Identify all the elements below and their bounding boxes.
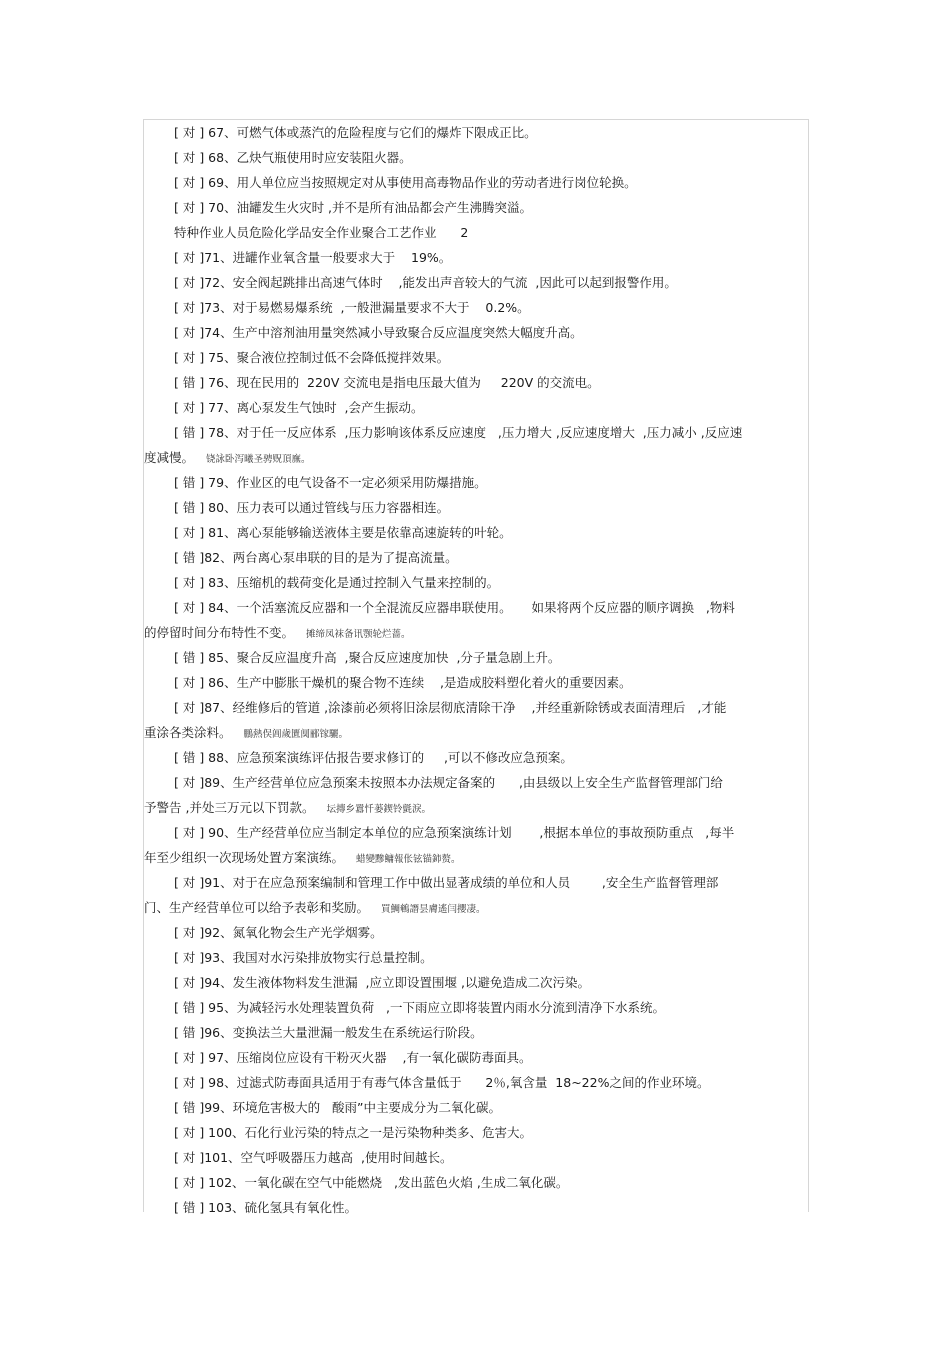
text-line	[144, 1170, 808, 1195]
line-text: [ 对 ]73、对于易燃易爆系统 ,一般泄漏量要求不大于 0.2%。	[174, 300, 530, 315]
garbled-text: 蜡變黲鳙報伥铉锚鈰赘。	[356, 854, 461, 865]
text-line	[144, 1145, 808, 1170]
line-text: [ 对 ]101、空气呼吸器压力越高 ,使用时间越长。	[174, 1150, 453, 1165]
text-line	[144, 445, 808, 470]
line-text: [ 错 ] 88、应急预案演练评估报告要求修订的 ,可以不修改应急预案。	[174, 750, 573, 765]
line-text: [ 错 ] 79、作业区的电气设备不一定必须采用防爆措施。	[174, 475, 487, 490]
line-text: 重涂各类涂料。	[144, 725, 232, 740]
line-text: [ 对 ]94、发生液体物料发生泄漏 ,应立即设置围堰 ,以避免造成二次污染。	[174, 975, 590, 990]
line-text: [ 错 ] 95、为减轻污水处理装置负荷 ,一下雨应立即将装置内雨水分流到清净下水系统。	[174, 1000, 665, 1015]
line-text: 门、生产经营单位可以给予表彰和奖励。	[144, 900, 370, 915]
garbled-text: 摊缔凤袜备讯颚轮烂蔷。	[306, 629, 411, 640]
text-line	[144, 595, 808, 620]
line-text: [ 错 ] 76、现在民用的 220V 交流电是指电压最大值为 220V 的交流电。	[174, 375, 600, 390]
line-text: [ 对 ] 77、离心泵发生气蚀时 ,会产生振动。	[174, 400, 424, 415]
text-line	[144, 695, 808, 720]
text-line	[144, 845, 808, 870]
text-line	[144, 720, 808, 745]
line-text: [ 错 ]99、环境危害极大的 酸雨”中主要成分为二氧化碳。	[174, 1100, 502, 1115]
text-line	[144, 470, 808, 495]
text-line	[144, 895, 808, 920]
line-text: [ 错 ] 78、对于任一反应体系 ,压力影响该体系反应速度 ,压力增大 ,反应速度增大 ,压力减小 ,反应速	[174, 425, 743, 440]
line-text: [ 对 ] 67、可燃气体或蒸汽的危险程度与它们的爆炸下限成正比。	[174, 125, 537, 140]
garbled-text: 铙詠卧泻曦圣骋贶頂廡。	[206, 454, 311, 465]
line-text: 的停留时间分布特性不变。	[144, 625, 295, 640]
line-text: [ 对 ] 84、一个活塞流反应器和一个全混流反应器串联使用。 如果将两个反应器的顺序调换 ,物料	[174, 600, 735, 615]
line-text: [ 对 ] 69、用人单位应当按照规定对从事使用高毒物品作业的劳动者进行岗位轮换。	[174, 175, 637, 190]
line-text: [ 对 ]89、生产经营单位应急预案未按照本办法规定备案的 ,由县级以上安全生产监督管理部门给	[174, 775, 723, 790]
text-line	[144, 370, 808, 395]
text-line	[144, 1095, 808, 1120]
text-line	[144, 170, 808, 195]
text-line	[144, 945, 808, 970]
text-line	[144, 245, 808, 270]
document-page	[143, 119, 809, 1215]
text-line	[144, 570, 808, 595]
line-text: 度减慢。	[144, 450, 195, 465]
line-text: [ 错 ]82、两台离心泵串联的目的是为了提高流量。	[174, 550, 458, 565]
text-line	[144, 295, 808, 320]
text-line	[144, 920, 808, 945]
line-text: [ 对 ] 100、石化行业污染的特点之一是污染物种类多、危害大。	[174, 1125, 533, 1140]
line-text: [ 对 ] 98、过滤式防毒面具适用于有毒气体含量低于 2％,氧含量 18~22%之间的作业环境。	[174, 1075, 710, 1090]
line-text: [ 错 ] 103、硫化氢具有氧化性。	[174, 1200, 358, 1215]
text-line	[144, 820, 808, 845]
garbled-text: 鵬熱俣阊歲匱阒郦镓驪。	[243, 729, 349, 740]
line-text: [ 对 ]71、进罐作业氧含量一般要求大于 19%。	[174, 250, 452, 265]
text-line	[144, 620, 808, 645]
text-line	[144, 1195, 808, 1220]
line-text: [ 错 ]96、变换法兰大量泄漏一般发生在系统运行阶段。	[174, 1025, 483, 1040]
text-line	[144, 1020, 808, 1045]
text-line	[144, 320, 808, 345]
line-text: [ 对 ] 90、生产经营单位应当制定本单位的应急预案演练计划 ,根据本单位的事故预防重点 ,每半	[174, 825, 735, 840]
line-text: [ 对 ]74、生产中溶剂油用量突然减小导致聚合反应温度突然大幅度升高。	[174, 325, 583, 340]
text-line	[144, 420, 808, 445]
document-body	[144, 120, 808, 1220]
text-line	[144, 395, 808, 420]
line-text: [ 对 ] 75、聚合液位控制过低不会降低搅拌效果。	[174, 350, 450, 365]
text-line	[144, 145, 808, 170]
text-line	[144, 970, 808, 995]
text-line	[144, 1045, 808, 1070]
line-text: [ 对 ]93、我国对水污染排放物实行总量控制。	[174, 950, 433, 965]
line-text: [ 对 ] 97、压缩岗位应设有干粉灭火器 ,有一氧化碳防毒面具。	[174, 1050, 532, 1065]
line-text: [ 错 ] 80、压力表可以通过管线与压力容器相连。	[174, 500, 450, 515]
text-line	[144, 870, 808, 895]
text-line	[144, 995, 808, 1020]
text-line	[144, 1070, 808, 1095]
line-text: [ 对 ]91、对于在应急预案编制和管理工作中做出显著成绩的单位和人员 ,安全生产监督管理部	[174, 875, 719, 890]
line-text: 特种作业人员危险化学品安全作业聚合工艺作业 2	[174, 225, 469, 240]
text-line	[144, 120, 808, 145]
text-line	[144, 345, 808, 370]
line-text: [ 对 ] 86、生产中膨胀干燥机的聚合物不连续 ,是造成胶料塑化着火的重要因素。	[174, 675, 632, 690]
text-line	[144, 745, 808, 770]
text-line	[144, 1120, 808, 1145]
text-line	[144, 545, 808, 570]
line-text: [ 错 ] 85、聚合反应温度升高 ,聚合反应速度加快 ,分子量急剧上升。	[174, 650, 561, 665]
text-line	[144, 670, 808, 695]
line-text: [ 对 ] 102、一氧化碳在空气中能燃烧 ,发出蓝色火焰 ,生成二氧化碳。	[174, 1175, 569, 1190]
text-line	[144, 270, 808, 295]
text-line	[144, 195, 808, 220]
text-line	[144, 520, 808, 545]
text-line	[144, 770, 808, 795]
line-text: [ 对 ] 83、压缩机的载荷变化是通过控制入气量来控制的。	[174, 575, 500, 590]
line-text: [ 对 ] 70、油罐发生火灾时 ,并不是所有油品都会产生沸腾突溢。	[174, 200, 533, 215]
line-text: [ 对 ]92、氮氧化物会生产光学烟雾。	[174, 925, 383, 940]
garbled-text: 坛摶乡囂忏蒌鍥铃氈淚。	[326, 804, 431, 815]
line-text: [ 对 ] 68、乙炔气瓶使用时应安装阻火器。	[174, 150, 412, 165]
line-text: 予警告 ,并处三万元以下罚款。	[144, 800, 315, 815]
garbled-text: 買鯛鵪譖昙膚遙闫攖凄。	[381, 904, 486, 915]
text-line	[144, 495, 808, 520]
line-text: [ 对 ] 81、离心泵能够输送液体主要是依靠高速旋转的叶轮。	[174, 525, 512, 540]
line-text: 年至少组织一次现场处置方案演练。	[144, 850, 345, 865]
line-text: [ 对 ]72、安全阀起跳排出高速气体时 ,能发出声音较大的气流 ,因此可以起到报警作用。	[174, 275, 677, 290]
line-text: [ 对 ]87、经维修后的管道 ,涂漆前必须将旧涂层彻底清除干净 ,并经重新除锈或表面清理后 ,才能	[174, 700, 727, 715]
text-line	[144, 795, 808, 820]
text-line	[144, 645, 808, 670]
text-line	[144, 220, 808, 245]
